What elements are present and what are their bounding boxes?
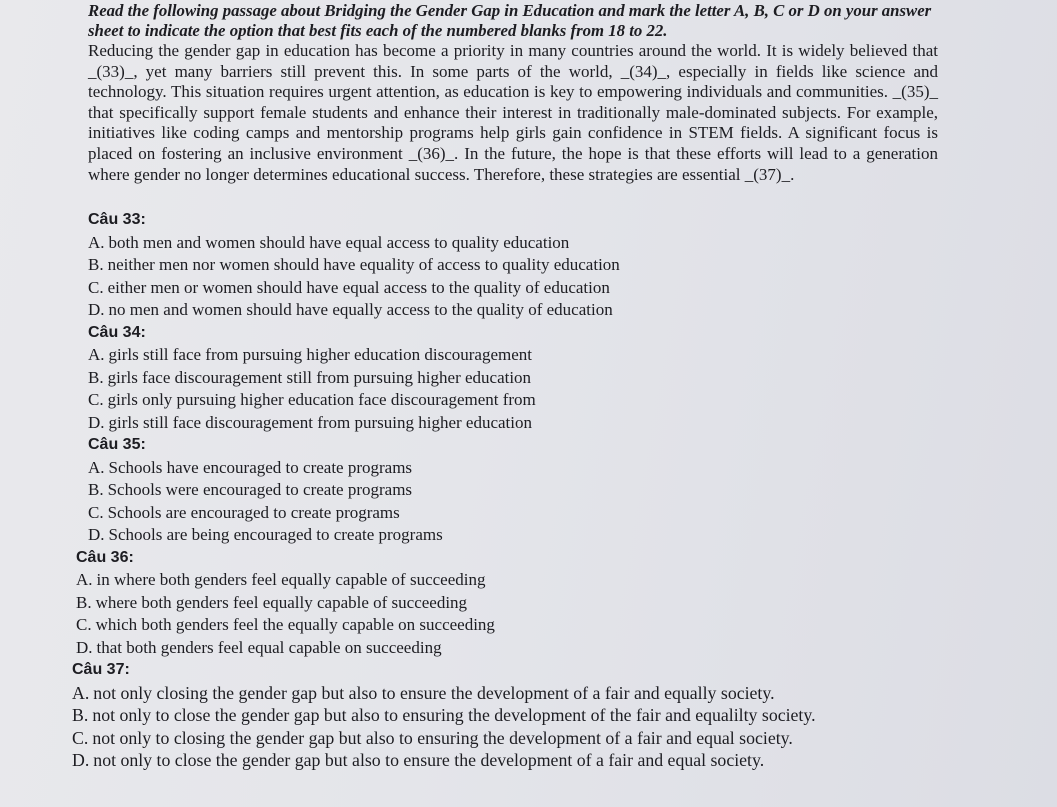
- question-title: Câu 33:: [88, 211, 146, 228]
- instruction-text: Read the following passage about Bridging the Gender Gap in Education and mark the letter A, B, C or D on your answer sheet to indicate the option that best fits each of the numbered blanks from 18 to 22.: [88, 1, 932, 40]
- option-text: which both genders feel the equally capable on succeeding: [95, 615, 495, 634]
- option-text: both men and women should have equal access to quality education: [108, 232, 570, 252]
- option-letter: B.: [76, 592, 92, 612]
- option-text: girls still face discouragement from pursuing higher education: [108, 412, 532, 432]
- option-letter: C.: [72, 727, 89, 748]
- option-text: Schools are being encouraged to create programs: [108, 525, 443, 544]
- option-letter: D.: [88, 412, 105, 432]
- option-text: girls only pursuing higher education face discouragement from: [107, 390, 536, 409]
- option-letter: D.: [88, 525, 105, 544]
- option-letter: A.: [88, 457, 105, 477]
- question-36: [76, 547, 976, 660]
- option-letter: C.: [88, 277, 104, 297]
- option-text: Schools are encouraged to create programs: [107, 502, 400, 522]
- option-c: [88, 277, 976, 300]
- option-a: [88, 457, 976, 480]
- option-d: [88, 299, 976, 322]
- question-title: Câu 36:: [76, 548, 134, 566]
- option-b: [88, 479, 976, 502]
- option-c: [88, 389, 976, 412]
- option-c: [72, 727, 976, 750]
- option-a: [76, 569, 976, 592]
- question-title: Câu 35:: [88, 436, 146, 453]
- option-d: [76, 637, 976, 660]
- option-text: where both genders feel equally capable of succeeding: [95, 592, 468, 612]
- option-text: Schools were encouraged to create programs: [107, 480, 413, 499]
- option-b: [88, 254, 976, 277]
- option-b: [88, 367, 976, 390]
- question-37: [72, 659, 976, 772]
- option-d: [88, 412, 976, 435]
- option-letter: D.: [76, 637, 93, 657]
- option-text: not only closing the gender gap but also to ensure the development of a fair and equally society.: [93, 682, 775, 703]
- option-text: not only to close the gender gap but also to ensuring the development of the fair and equalilty society.: [92, 705, 816, 725]
- option-letter: B.: [88, 480, 104, 499]
- option-c: [76, 614, 976, 637]
- option-c: [88, 502, 976, 525]
- option-letter: C.: [76, 615, 92, 634]
- option-text: that both genders feel equal capable on succeeding: [96, 637, 442, 657]
- option-text: not only to closing the gender gap but also to ensuring the development of a fair and equal society.: [92, 727, 793, 748]
- option-text: girls still face from pursuing higher education discouragement: [108, 345, 532, 364]
- option-letter: C.: [88, 390, 104, 409]
- question-list: [72, 209, 976, 772]
- option-b: [72, 704, 976, 727]
- option-text: Schools have encouraged to create programs: [108, 457, 413, 477]
- option-letter: B.: [72, 705, 89, 725]
- option-letter: A.: [72, 682, 90, 703]
- option-letter: B.: [88, 367, 104, 387]
- reading-passage: Reducing the gender gap in education has become a priority in many countries around the world. It is widely believed that _(33)_, yet many barriers still prevent this. In some parts of the world, _(34)_, especially in fields like science and technology. This situation requires urgent attention, as education is key to empowering individuals and communities. _(35)_ that specifically support female students and enhance their interest in traditionally male-dominated subjects. For example, initiatives like coding camps and mentorship programs help girls gain confidence in STEM fields. A significant focus is placed on fostering an inclusive environment _(36)_. In the future, the hope is that these efforts will lead to a generation where gender no longer determines educational success. Therefore, these strategies are essential _(37)_.: [88, 41, 938, 184]
- option-text: in where both genders feel equally capable of succeeding: [96, 570, 486, 589]
- option-b: [76, 592, 976, 615]
- question-34: [76, 322, 976, 435]
- question-33: [76, 209, 976, 322]
- question-title: Câu 37:: [72, 661, 130, 678]
- option-text: no men and women should have equally access to the quality of education: [108, 300, 613, 319]
- option-a: [72, 682, 976, 705]
- option-letter: B.: [88, 255, 104, 274]
- option-a: [88, 232, 976, 255]
- option-a: [88, 344, 976, 367]
- option-d: [88, 524, 976, 547]
- option-d: [72, 749, 976, 772]
- question-35: [76, 434, 976, 547]
- option-letter: A.: [76, 570, 93, 589]
- option-letter: D.: [72, 750, 90, 770]
- option-letter: A.: [88, 232, 105, 252]
- option-text: either men or women should have equal access to the quality of education: [107, 277, 610, 297]
- option-text: not only to close the gender gap but also to ensure the development of a fair and equal society.: [93, 750, 765, 770]
- option-text: neither men nor women should have equality of access to quality education: [107, 255, 620, 274]
- question-title: Câu 34:: [88, 323, 146, 341]
- option-letter: D.: [88, 300, 105, 319]
- option-letter: C.: [88, 502, 104, 522]
- option-letter: A.: [88, 345, 105, 364]
- option-text: girls face discouragement still from pursuing higher education: [107, 367, 532, 387]
